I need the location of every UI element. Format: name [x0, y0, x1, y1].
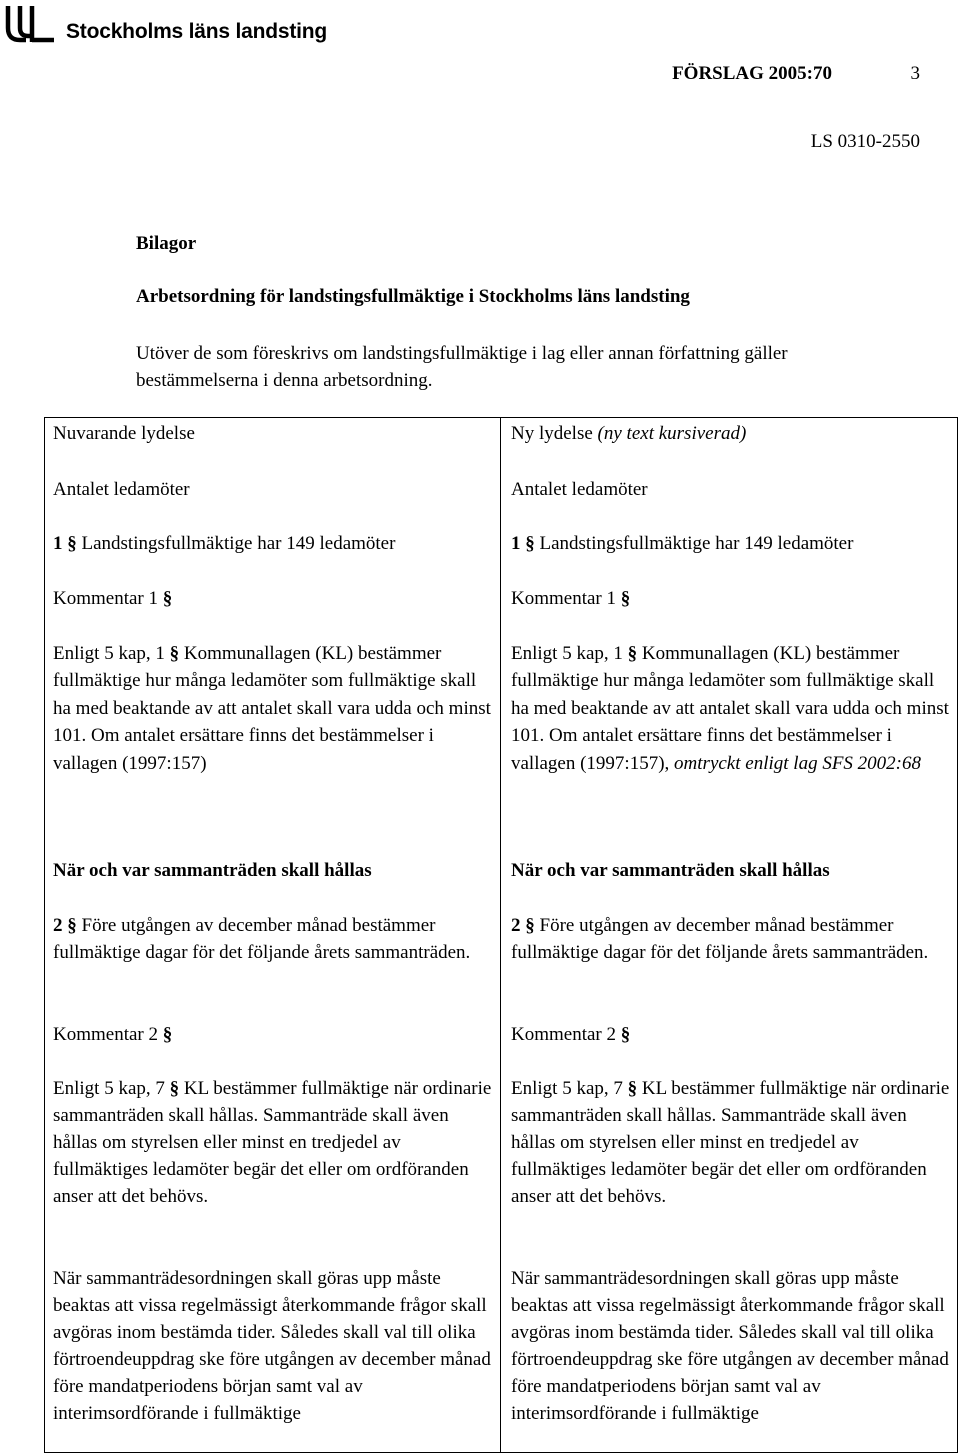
section-sign-icon: §	[67, 533, 77, 554]
column-title: Nuvarande lydelse	[53, 423, 195, 444]
section-sign-icon: §	[620, 588, 631, 609]
comment-1-label: Kommentar 1 §	[511, 588, 631, 609]
subheading-members: Antalet ledamöter	[511, 479, 648, 500]
comparison-table	[44, 417, 958, 1453]
comment-2-label: Kommentar 2 §	[511, 1024, 631, 1045]
appendices-heading: Bilagor	[136, 233, 197, 254]
column-title: Ny lydelse (ny text kursiverad)	[511, 423, 747, 444]
meetings-heading: När och var sammanträden skall hållas	[511, 860, 830, 881]
section-sign-icon: §	[169, 1078, 180, 1099]
comment-1-label: Kommentar 1 §	[53, 588, 173, 609]
subheading-members: Antalet ledamöter	[53, 479, 190, 500]
section-sign-icon: §	[525, 533, 535, 554]
section-2: 2 § Före utgången av december månad bestämmer fullmäktige dagar för det följande årets sammanträden.	[53, 915, 471, 963]
section-1: 1 § Landstingsfullmäktige har 149 ledamöter	[511, 533, 854, 554]
comment-2-label: Kommentar 2 §	[53, 1024, 173, 1045]
section-sign-icon: §	[620, 1024, 631, 1045]
column-divider	[500, 418, 501, 1452]
comment-2-text: Enligt 5 kap, 7 § KL bestämmer fullmäktige när ordinarie sammanträden skall hållas. Sammanträde skall även hållas om styrelsen eller minst en tredjedel av fullmäktiges ledamöter begär det eller om ordföranden anser att det behövs.	[511, 1078, 950, 1207]
intro-paragraph: Utöver de som föreskrivs om landstingsfullmäktige i lag eller annan författning gäller bestämmelserna i denna arbetsordning.	[136, 343, 788, 391]
section-sign-icon: §	[169, 643, 180, 664]
rules-of-procedure-title: Arbetsordning för landstingsfullmäktige i Stockholms läns landsting	[136, 286, 690, 307]
section-sign-icon: §	[627, 643, 638, 664]
meetings-heading: När och var sammanträden skall hållas	[53, 860, 372, 881]
section-sign-icon: §	[525, 915, 535, 936]
reference-number: LS 0310-2550	[810, 131, 920, 152]
comment-1-text: Enligt 5 kap, 1 § Kommunallagen (KL) bestämmer fullmäktige hur många ledamöter som fullmäktige skall ha med beaktande av att antalet skall vara udda och minst 101. Om antalet ersättare finns det bestämmelser i vallagen (1997:157), omtryckt enligt lag SFS 2002:68	[511, 643, 949, 774]
logo	[4, 4, 334, 44]
section-sign-icon: §	[67, 915, 77, 936]
scheduling-paragraph: När sammanträdesordningen skall göras upp måste beaktas att vissa regelmässigt återkommande frågor skall avgöras inom bestämda tider. Således skall val till olika förtroendeuppdrag ske före utgången av december månad före mandatperiodens början samt val av interimsordförande i fullmäktige	[53, 1268, 491, 1424]
section-1: 1 § Landstingsfullmäktige har 149 ledamöter	[53, 533, 396, 554]
document-number: FÖRSLAG 2005:70	[672, 63, 832, 84]
landsting-logo-icon	[4, 4, 56, 44]
section-sign-icon: §	[627, 1078, 638, 1099]
logo-text: Stockholms läns landsting	[66, 20, 328, 43]
section-sign-icon: §	[162, 588, 173, 609]
comment-1-text: Enligt 5 kap, 1 § Kommunallagen (KL) bestämmer fullmäktige hur många ledamöter som fullmäktige skall ha med beaktande av att antalet skall vara udda och minst 101. Om antalet ersättare finns det bestämmelser i vallagen (1997:157)	[53, 643, 491, 774]
section-sign-icon: §	[162, 1024, 173, 1045]
page-number: 3	[910, 63, 920, 84]
scheduling-paragraph: När sammanträdesordningen skall göras upp måste beaktas att vissa regelmässigt återkommande frågor skall avgöras inom bestämda tider. Således skall val till olika förtroendeuppdrag ske före utgången av december månad före mandatperiodens början samt val av interimsordförande i fullmäktige	[511, 1268, 949, 1424]
comment-2-text: Enligt 5 kap, 7 § KL bestämmer fullmäktige när ordinarie sammanträden skall hållas. Sammanträde skall även hållas om styrelsen eller minst en tredjedel av fullmäktiges ledamöter begär det eller om ordföranden anser att det behövs.	[53, 1078, 492, 1207]
section-2: 2 § Före utgången av december månad bestämmer fullmäktige dagar för det följande årets sammanträden.	[511, 915, 929, 963]
